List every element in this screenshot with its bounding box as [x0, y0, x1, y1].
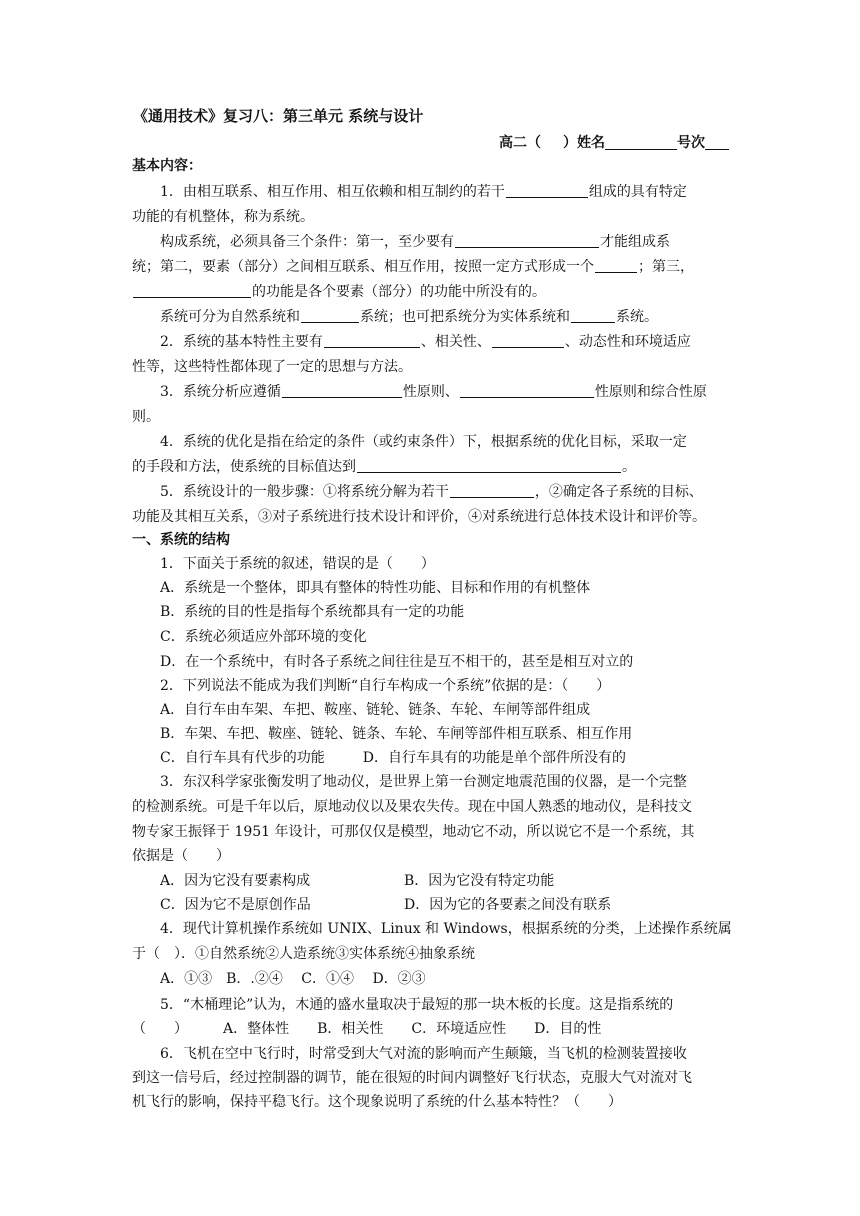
- q3-line1: 3．东汉科学家张衡发明了地动仪，是世界上第一台测定地震范围的仪器，是一个完整: [160, 774, 687, 790]
- basic-heading: 基本内容：: [132, 158, 202, 174]
- text-segment: 系统。: [616, 309, 658, 325]
- text-segment: 构成系统，必须具备三个条件：第一，至少要有: [160, 234, 454, 250]
- fill-blank[interactable]: [450, 482, 534, 498]
- fill-blank[interactable]: [492, 332, 564, 348]
- basic-p6-line2: [132, 455, 636, 479]
- q3-line4: 依据是（ ）: [132, 848, 230, 864]
- text-segment: 的手段和方法，使系统的目标值达到: [132, 459, 356, 475]
- text-segment: 5．系统设计的一般步骤：①将系统分解为若干: [160, 484, 449, 500]
- fill-blank[interactable]: [282, 382, 402, 398]
- q6-line1: 6．飞机在空中飞行时，时常受到大气对流的影响而产生颠簸，当飞机的检测装置接收: [160, 1046, 687, 1062]
- q1-option-c: C．系统必须适应外部环境的变化: [160, 629, 367, 645]
- fill-blank[interactable]: [506, 182, 588, 198]
- text-segment: 系统；也可把系统分为实体系统和: [360, 309, 570, 325]
- q3-options-ab: [160, 869, 554, 893]
- fill-blank[interactable]: [357, 457, 621, 473]
- q3-option-c: C．因为它不是原创作品: [160, 897, 311, 913]
- text-segment: 性原则、: [402, 384, 459, 400]
- q6-line2: 到这一信号后，经过控制器的调节，能在很短的时间内调整好飞行状态，克服大气对流对飞: [132, 1070, 692, 1086]
- basic-p7-line2: 功能及其相互关系，③对子系统进行技术设计和评价，④对系统进行总体技术设计和评价等。: [132, 509, 706, 525]
- q2-stem: 2．下列说法不能成为我们判断“自行车构成一个系统”依据的是：（ ）: [160, 678, 611, 694]
- fill-blank[interactable]: [460, 382, 594, 398]
- text-segment: 的功能是各个要素（部分）的功能中所没有的。: [252, 284, 546, 300]
- basic-p4-line1: [160, 330, 691, 354]
- q3-options-cd: [160, 893, 611, 917]
- name-blank[interactable]: [605, 133, 677, 150]
- basic-p7-line1: [160, 480, 703, 504]
- basic-p5-line1: [160, 380, 707, 404]
- text-segment: 统；第二，要素（部分）之间相互联系、相互作用，按照一定方式形成一个: [132, 259, 594, 275]
- text-segment: 组成的具有特定: [588, 184, 687, 200]
- basic-p1-line1: [160, 180, 687, 204]
- fill-blank[interactable]: [324, 332, 420, 348]
- text-segment: 3．系统分析应遵循: [160, 384, 281, 400]
- basic-p3: [160, 305, 658, 329]
- basic-p1-line2: 功能的有机整体，称为系统。: [132, 209, 314, 225]
- q3-line2: 的检测系统。可是千年以后，原地动仪以及果农失传。现在中国人熟悉的地动仪，是科技文: [132, 799, 692, 815]
- basic-p2-line2: [132, 255, 694, 279]
- q1-option-b: B．系统的目的性是指每个系统都具有一定的功能: [160, 604, 465, 620]
- q1-stem: 1．下面关于系统的叙述，错误的是（ ）: [160, 556, 435, 572]
- text-segment: 系统可分为自然系统和: [160, 309, 300, 325]
- q3-option-d: D．因为它的各要素之间没有联系: [404, 897, 612, 913]
- text-segment: 2．系统的基本特性主要有: [160, 334, 323, 350]
- q4-line1: 4．现代计算机操作系统如 UNIX、Linux 和 Windows，根据系统的分类，上述操作系统属: [160, 921, 732, 937]
- q1-option-a: A．系统是一个整体，即具有整体的特性功能、目标和作用的有机整体: [160, 580, 591, 596]
- q2-option-d: D．自行车具有的功能是单个部件所没有的: [362, 750, 626, 766]
- basic-p2-line3: [132, 280, 546, 304]
- q2-option-c: C．自行车具有代步的功能: [160, 750, 325, 766]
- text-segment: 性原则和综合性原: [594, 384, 707, 400]
- q3-line3: 物专家王振铎于 1951 年设计，可那仅仅是模型，地动它不动，所以说它不是一个系统，其: [132, 824, 695, 840]
- q2-options-cd: [160, 746, 626, 770]
- text-segment: 、相关性、: [420, 334, 491, 350]
- text-segment: ；第三，: [638, 259, 694, 275]
- number-blank[interactable]: [705, 133, 729, 150]
- student-info: [499, 131, 729, 155]
- q5-line1: 5．“木桶理论”认为，木通的盛水量取决于最短的那一块木板的长度。这是指系统的: [160, 997, 674, 1013]
- q4-options: A．①③ B．.②④ C．①④ D．②③: [160, 971, 426, 987]
- basic-p5-line2: 则。: [132, 409, 160, 425]
- q3-option-a: A．因为它没有要素构成: [160, 873, 311, 889]
- fill-blank[interactable]: [301, 307, 359, 323]
- page-title: 《通用技术》复习八：第三单元 系统与设计: [133, 107, 424, 125]
- q2-option-b: B．车架、车把、鞍座、链轮、链条、车轮、车闸等部件相互联系、相互作用: [160, 726, 633, 742]
- fill-blank[interactable]: [571, 307, 615, 323]
- number-label: 号次: [677, 135, 705, 151]
- fill-blank[interactable]: [595, 257, 637, 273]
- q5-line2: （ ） A．整体性 B．相关性 C．环境适应性 D．目的性: [132, 1021, 602, 1037]
- q2-option-a: A．自行车由车架、车把、鞍座、链轮、链条、车轮、车闸等部件组成: [160, 702, 591, 718]
- text-segment: ，②确定各子系统的目标、: [534, 484, 703, 500]
- fill-blank[interactable]: [455, 232, 599, 248]
- fill-blank[interactable]: [133, 282, 251, 298]
- grade-label: 高二（: [499, 135, 541, 151]
- basic-p2-line1: [160, 230, 670, 254]
- name-label: ）姓名: [563, 135, 605, 151]
- text-segment: 、动态性和环境适应: [564, 334, 691, 350]
- q3-option-b: B．因为它没有特定功能: [404, 873, 555, 889]
- q6-line3: 机飞行的影响，保持平稳飞行。这个现象说明了系统的什么基本特性？（ ）: [132, 1094, 622, 1110]
- section1-heading: 一、系统的结构: [132, 532, 230, 548]
- text-segment: 1．由相互联系、相互作用、相互依赖和相互制约的若干: [160, 184, 505, 200]
- basic-p4-line2: 性等，这些特性都体现了一定的思想与方法。: [132, 359, 412, 375]
- text-segment: 才能组成系: [600, 234, 670, 250]
- text-segment: 。: [622, 459, 636, 475]
- basic-p6-line1: 4．系统的优化是指在给定的条件（或约束条件）下，根据系统的优化目标，采取一定: [160, 434, 687, 450]
- q4-line2: 于（ ）．①自然系统②人造系统③实体系统④抽象系统: [132, 946, 475, 962]
- q1-option-d: D．在一个系统中，有时各子系统之间往往是互不相干的，甚至是相互对立的: [160, 654, 634, 670]
